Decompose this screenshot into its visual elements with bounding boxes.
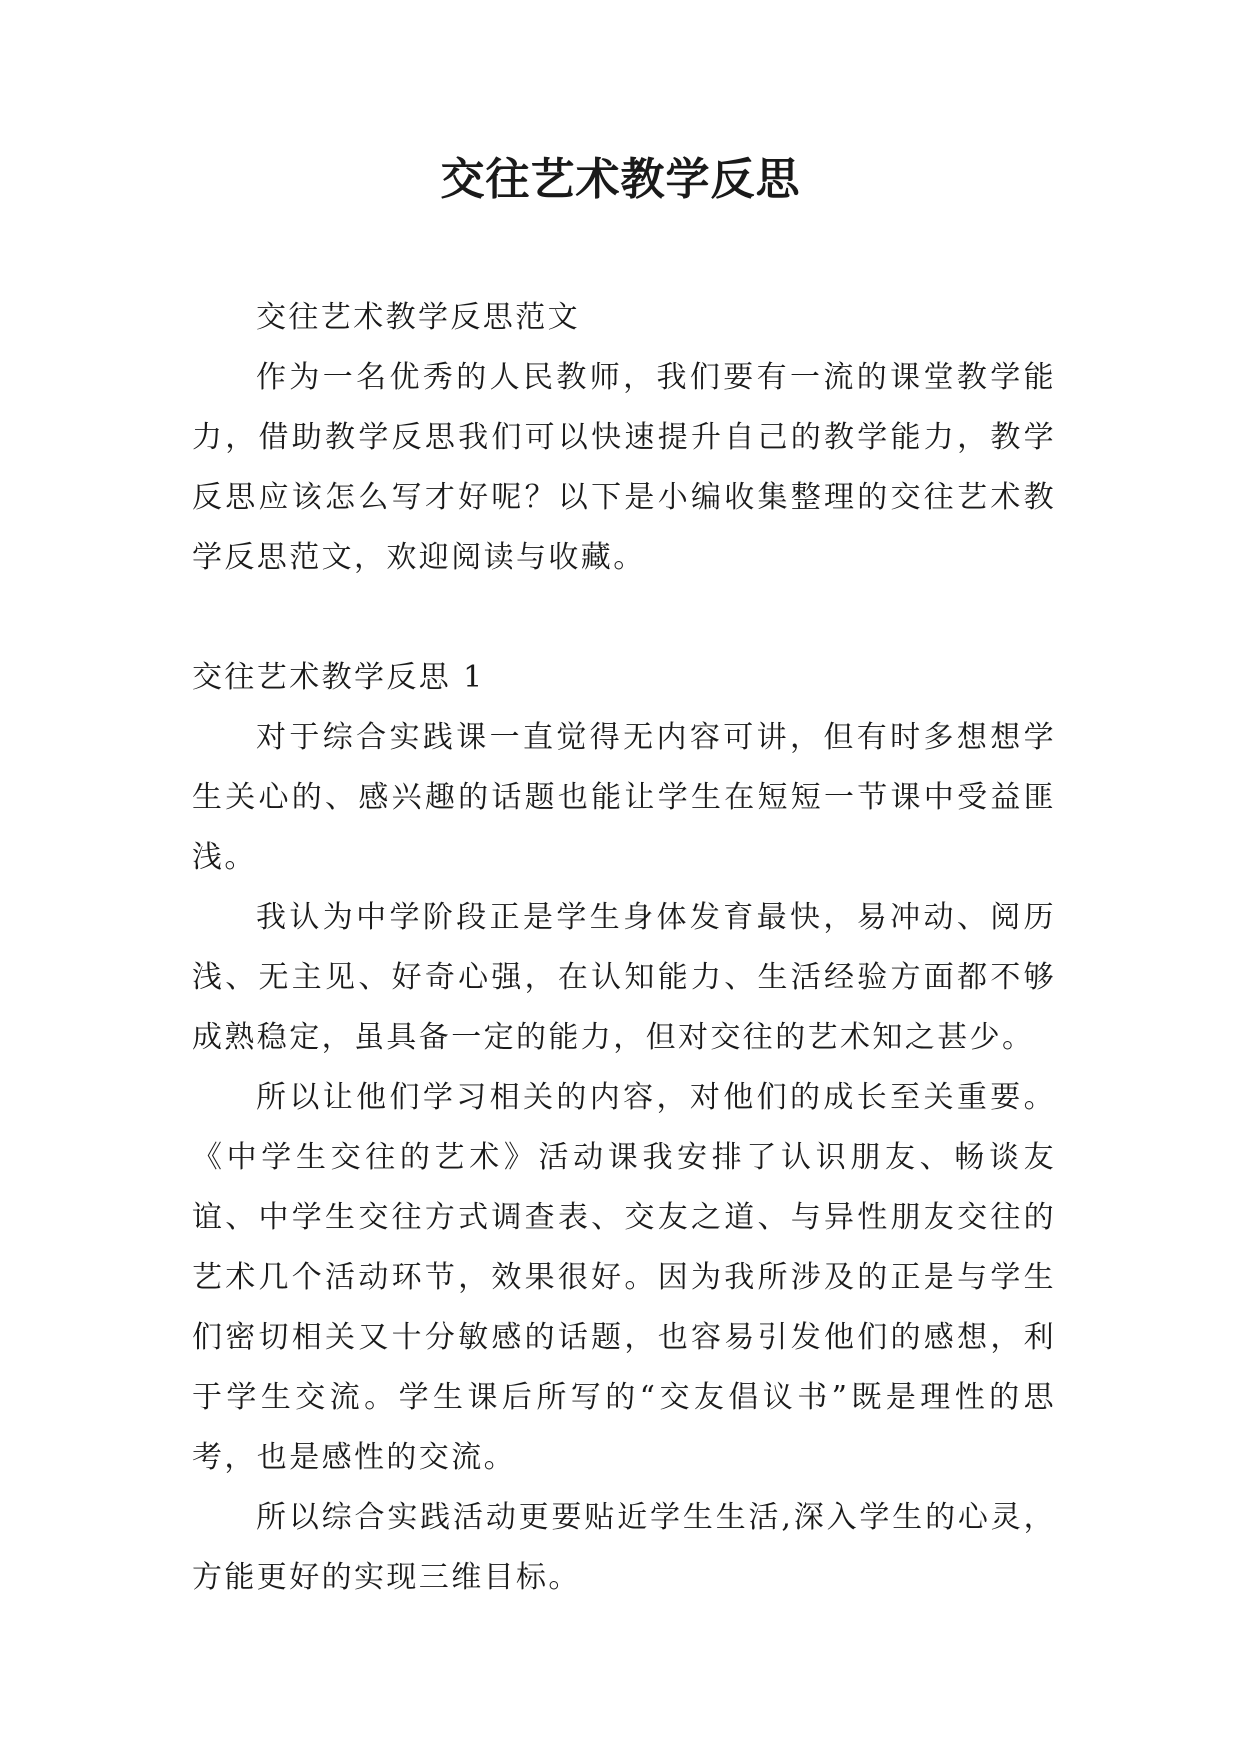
document-title: 交往艺术教学反思 bbox=[440, 154, 801, 205]
body-paragraph: 我认为中学阶段正是学生身体发育最快，易冲动、阅历浅、无主见、好奇心强，在认知能力、生活经验方面都不够成熟稳定，虽具备一定的能力，但对交往的艺术知之甚少。 bbox=[192, 900, 1056, 1055]
body-paragraph: 所以让他们学习相关的内容，对他们的成长至关重要。《中学生交往的艺术》活动课我安排了认识朋友、畅谈友谊、中学生交往方式调查表、交友之道、与异性朋友交往的艺术几个活动环节，效果很好。因为我所涉及的正是与学生们密切相关又十分敏感的话题，也容易引发他们的感想，利于学生交流。学生课后所写的“交友倡议书”既是理性的思考，也是感性的交流。 bbox=[192, 1080, 1056, 1475]
section-spacer bbox=[192, 588, 1056, 648]
body-paragraph: 对于综合实践课一直觉得无内容可讲，但有时多想想学生关心的、感兴趣的话题也能让学生在短短一节课中受益匪浅。 bbox=[192, 720, 1056, 875]
section-heading: 交往艺术教学反思 1 bbox=[192, 660, 485, 695]
document-subtitle: 交往艺术教学反思范文 bbox=[256, 300, 580, 335]
body-paragraph: 所以综合实践活动更要贴近学生生活,深入学生的心灵，方能更好的实现三维目标。 bbox=[192, 1500, 1056, 1595]
document-body bbox=[192, 288, 1056, 1608]
intro-paragraph: 作为一名优秀的人民教师，我们要有一流的课堂教学能力，借助教学反思我们可以快速提升自己的教学能力，教学反思应该怎么写才好呢？以下是小编收集整理的交往艺术教学反思范文，欢迎阅读与收藏。 bbox=[192, 360, 1056, 575]
